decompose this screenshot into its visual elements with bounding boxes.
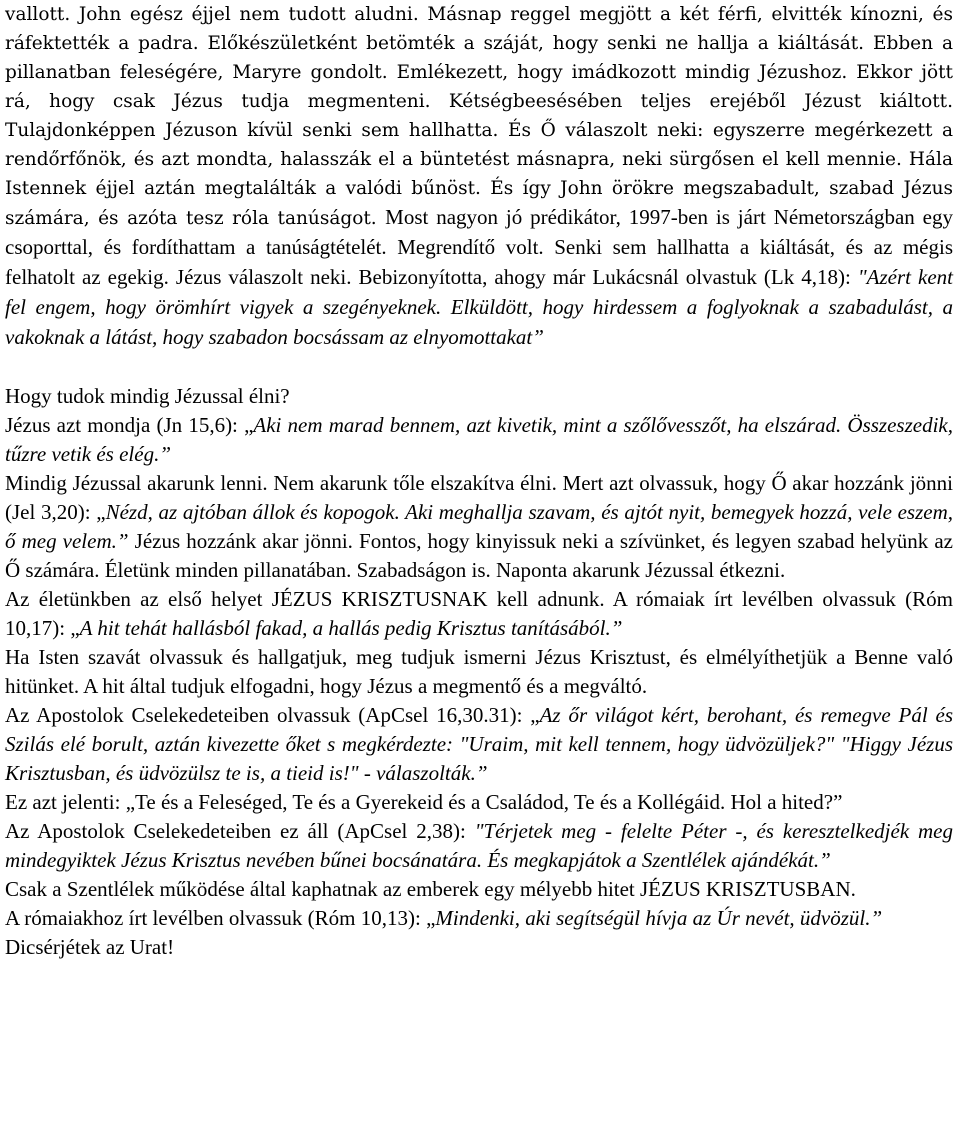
quoted-scripture: Mindenki, aki segítségül hívja az Úr nevét, üdvözül.” xyxy=(435,906,883,930)
text-run: Az életünkben az első helyet JÉZUS KRISZTUSNAK kell adnunk. A rómaiak írt levélben olvassuk (Róm 10,17): „ xyxy=(5,587,953,640)
quoted-scripture: Az őr világot kért, berohant, és remegve Pál és Szilás elé borult, aztán kivezette őket s megkérdezte: "Uraim, mit kell tennem, hogy üdvözüljek?" "Higgy Jézus Krisztusban, és üdvözülsz te is, a tieid is!" - válaszolták.” xyxy=(5,703,953,785)
paragraph xyxy=(5,411,953,469)
text-run: Jézus hozzánk akar jönni. Fontos, hogy kinyissuk neki a szívünket, és legyen szabad helyünk az Ő számára. Életünk minden pillanatában. Szabadságon is. Naponta akarunk Jézussal étkezni. xyxy=(5,529,953,582)
quoted-scripture: "Térjetek meg - felelte Péter -, és keresztelkedjék meg mindegyiktek Jézus Krisztus nevében bűnei bocsánatára. És megkapjátok a Szentlélek ajándékát.” xyxy=(5,819,953,872)
paragraph xyxy=(5,643,953,701)
quoted-scripture: "Azért kent fel engem, hogy örömhírt vigyek a szegényeknek. Elküldött, hogy hirdessem a foglyoknak a szabadulást, a vakoknak a látást, hogy szabadon bocsássam az elnyomottakat” xyxy=(5,265,954,349)
text-run: Most nagyon jó prédikátor, 1997-ben is járt Németországban egy csoporttal, és fordíthattam a tanúságtételét. Megrendítő volt. Senki sem hallhatta a kiáltását, és az mégis felhatolt az egekig. Jézus válaszolt neki. Bebizonyította, ahogy már Lukácsnál olvastuk (Lk 4,18): xyxy=(5,205,953,289)
paragraph xyxy=(5,585,953,643)
quoted-scripture: Nézd, az ajtóban állok és kopogok. Aki meghallja szavam, és ajtót nyit, bemegyek hozzá, vele eszem, ő meg velem.” xyxy=(5,500,953,553)
text-run: A rómaiakhoz írt levélben olvassuk (Róm 10,13): „ xyxy=(5,906,436,930)
quoted-scripture: A hit tehát hallásból fakad, a hallás pedig Krisztus tanításából.” xyxy=(79,616,623,640)
text-run: Jézus azt mondja (Jn 15,6): „ xyxy=(5,413,254,437)
paragraph xyxy=(5,933,953,962)
paragraph xyxy=(5,788,953,817)
paragraph xyxy=(5,382,953,411)
text-run: vallott. John egész éjjel nem tudott aludni. Másnap reggel megjött a két férfi, elvitték kínozni, és ráfektették a padra. Előkészületként betömték a száját, hogy senki ne hallja a kiáltását. Ebben a pillanatban feleségére, Maryre gondolt. Emlékezett, hogy imádkozott mindig Jézushoz. Ekkor jött rá, hogy csak Jézus tudja megmenteni. Kétségbeesésében teljes erejéből Jézust kiáltott. Tulajdonképpen Jézuson kívül senki sem hallhatta. És Ő válaszolt neki: egyszerre megérkezett a rendőrfőnök, és azt mondta, halasszák el a büntetést másnapra, neki sürgősen el kell mennie. Hála Istennek éjjel aztán megtalálták a valódi bűnöst. És így John örökre megszabadult, szabad Jézus számára, és azóta tesz róla tanúságot. xyxy=(5,4,953,229)
paragraph xyxy=(5,701,953,788)
paragraph xyxy=(5,875,953,904)
paragraph xyxy=(5,817,953,875)
text-run: Ha Isten szavát olvassuk és hallgatjuk, meg tudjuk ismerni Jézus Krisztust, és elmélyíthetjük a Benne való hitünket. A hit által tudjuk elfogadni, hogy Jézus a megmentő és a megváltó. xyxy=(5,645,953,698)
paragraph xyxy=(5,904,953,933)
text-run: Ez azt jelenti: „Te és a Feleséged, Te és a Gyerekeid és a Családod, Te és a Kollégáid. Hol a hited?” xyxy=(5,790,843,814)
text-run: Csak a Szentlélek működése által kaphatnak az emberek egy mélyebb hitet JÉZUS KRISZTUSBAN. xyxy=(5,877,856,901)
text-run: Mindig Jézussal akarunk lenni. Nem akarunk tőle elszakítva élni. Mert azt olvassuk, hogy Ő akar hozzánk jönni (Jel 3,20): „ xyxy=(5,471,953,524)
quoted-scripture: Aki nem marad bennem, azt kivetik, mint a szőlővesszőt, ha elszárad. Összeszedik, tűzre vetik és elég.” xyxy=(5,413,953,466)
text-run: Dicsérjétek az Urat! xyxy=(5,935,175,959)
paragraph xyxy=(5,469,953,585)
text-run: Az Apostolok Cselekedeteiben ez áll (ApCsel 2,38): xyxy=(5,819,475,843)
text-run: Hogy tudok mindig Jézussal élni? xyxy=(5,384,290,408)
paragraph xyxy=(5,0,953,353)
text-run: Az Apostolok Cselekedeteiben olvassuk (ApCsel 16,30.31): „ xyxy=(5,703,540,727)
